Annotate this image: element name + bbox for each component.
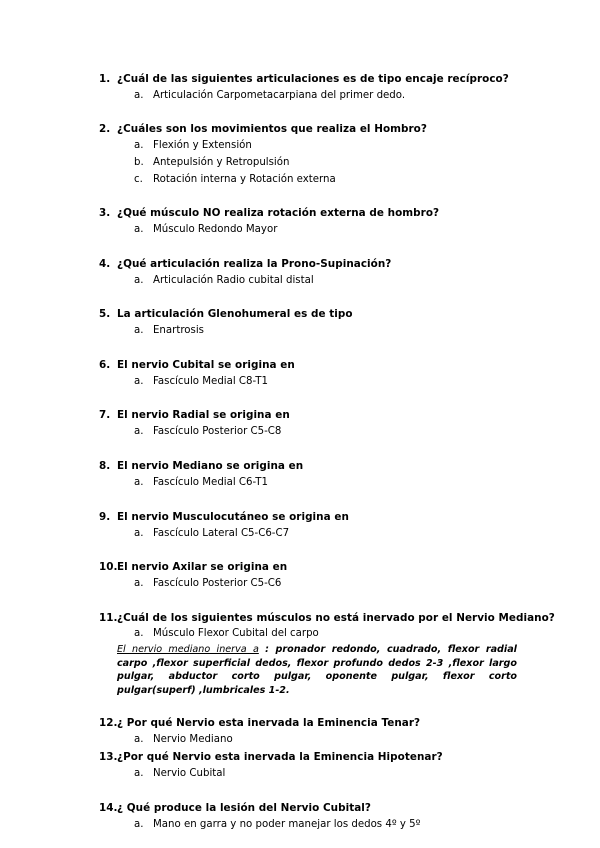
answer-2a: a. Flexión y Extensión [134, 140, 252, 151]
question-2: 2. ¿Cuáles son los movimientos que realiza el Hombro? [99, 123, 427, 135]
note-body: : pronador redondo, cuadrado, flexor radial carpo ,flexor superficial dedos, flexor profundo dedos 2-3 ,flexor largo pulgar, abductor corto pulgar, oponente pulgar, flexor corto pulgar(superf) ,lumbricales 1-2. [117, 644, 517, 696]
question-11: 11.¿Cuál de los siguientes músculos no está inervado por el Nervio Mediano? [99, 612, 555, 624]
question-10: 10.El nervio Axilar se origina en [99, 561, 288, 573]
answer-11a: a. Músculo Flexor Cubital del carpo [134, 628, 319, 639]
answer-3a: a. Músculo Redondo Mayor [134, 224, 278, 235]
question-1: 1. ¿Cuál de las siguientes articulaciones es de tipo encaje recíproco? [99, 73, 509, 85]
median-nerve-note [117, 643, 517, 697]
answer-14a: a. Mano en garra y no poder manejar los dedos 4º y 5º [134, 819, 421, 830]
question-6: 6. El nervio Cubital se origina en [99, 359, 295, 371]
question-14: 14.¿ Qué produce la lesión del Nervio Cubital? [99, 802, 371, 814]
answer-13a: a. Nervio Cubital [134, 768, 226, 779]
question-8: 8. El nervio Mediano se origina en [99, 460, 304, 472]
question-12: 12.¿ Por qué Nervio esta inervada la Eminencia Tenar? [99, 717, 421, 729]
question-3: 3. ¿Qué músculo NO realiza rotación externa de hombro? [99, 207, 440, 219]
answer-6a: a. Fascículo Medial C8-T1 [134, 376, 268, 387]
answer-10a: a. Fascículo Posterior C5-C6 [134, 578, 282, 589]
answer-9a: a. Fascículo Lateral C5-C6-C7 [134, 528, 290, 539]
question-4: 4. ¿Qué articulación realiza la Prono-Supinación? [99, 258, 392, 270]
answer-2b: b. Antepulsión y Retropulsión [134, 157, 290, 168]
question-13: 13.¿Por qué Nervio esta inervada la Eminencia Hipotenar? [99, 751, 443, 763]
answer-12a: a. Nervio Mediano [134, 734, 233, 745]
answer-7a: a. Fascículo Posterior C5-C8 [134, 426, 282, 437]
note-lead: El nervio mediano inerva a [117, 644, 259, 655]
answer-2c: c. Rotación interna y Rotación externa [134, 174, 336, 185]
answer-4a: a. Articulación Radio cubital distal [134, 275, 314, 286]
answer-8a: a. Fascículo Medial C6-T1 [134, 477, 268, 488]
question-5: 5. La articulación Glenohumeral es de tipo [99, 308, 353, 320]
question-7: 7. El nervio Radial se origina en [99, 409, 290, 421]
answer-1a: a. Articulación Carpometacarpiana del primer dedo. [134, 90, 406, 101]
question-9: 9. El nervio Musculocutáneo se origina en [99, 511, 349, 523]
answer-5a: a. Enartrosis [134, 325, 204, 336]
